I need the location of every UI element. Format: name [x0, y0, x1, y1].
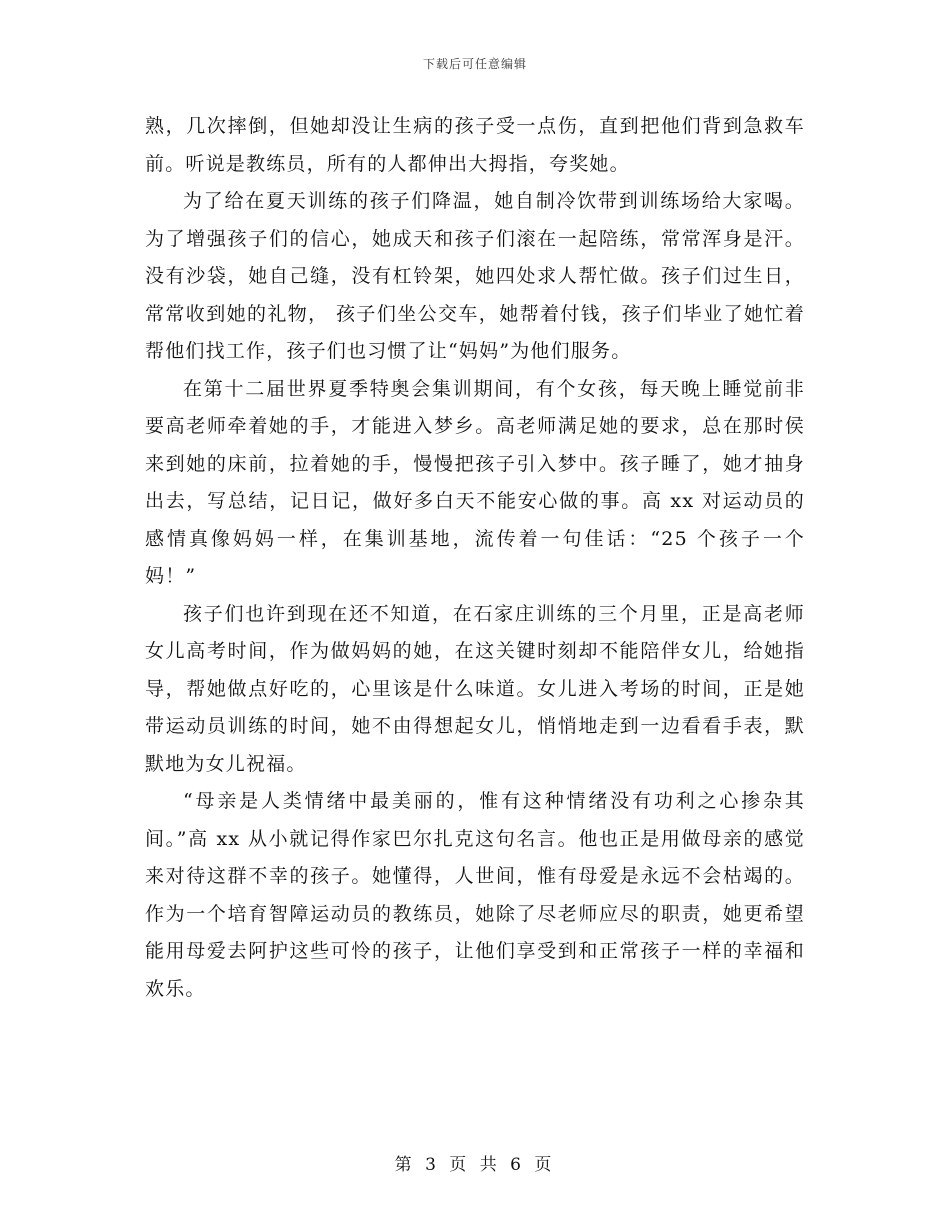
paragraph-1: 熟，几次摔倒，但她却没让生病的孩子受一点伤，直到把他们背到急救车前。听说是教练员，所有的人都伸出大拇指，夸奖她。 [145, 115, 805, 175]
paragraph-2: 为了给在夏天训练的孩子们降温，她自制冷饮带到训练场给大家喝。为了增强孩子们的信心，她成天和孩子们滚在一起陪练，常常浑身是汗。没有沙袋，她自己缝，没有杠铃架，她四处求人帮忙做。孩子们过生日，常常收到她的礼物， 孩子们坐公交车，她帮着付钱，孩子们毕业了她忙着帮他们找工作，孩子们也习惯了让“妈妈”为他们服务。 [145, 190, 805, 362]
document-body [145, 108, 805, 1008]
page-number-footer: 第 3 页 共 6 页 [394, 1155, 556, 1175]
paragraph-5: “母亲是人类情绪中最美丽的，惟有这种情绪没有功利之心掺杂其间。”高 xx 从小就记得作家巴尔扎克这句名言。他也正是用做母亲的感觉来对待这群不幸的孩子。她懂得，人世间，惟有母爱是永远不会枯竭的。作为一个培育智障运动员的教练员，她除了尽老师应尽的职责，她更希望能用母爱去阿护这些可怜的孩子，让他们享受到和正常孩子一样的幸福和欢乐。 [145, 790, 805, 1000]
paragraph-3: 在第十二届世界夏季特奥会集训期间，有个女孩，每天晚上睡觉前非要高老师牵着她的手，才能进入梦乡。高老师满足她的要求，总在那时侯来到她的床前，拉着她的手，慢慢把孩子引入梦中。孩子睡了，她才抽身出去，写总结，记日记，做好多白天不能安心做的事。高 xx 对运动员的感情真像妈妈一样，在集训基地，流传着一句佳话：“25 个孩子一个妈！” [145, 377, 805, 587]
paragraph-4: 孩子们也许到现在还不知道，在石家庄训练的三个月里，正是高老师女儿高考时间，作为做妈妈的她，在这关键时刻却不能陪伴女儿，给她指导，帮她做点好吃的，心里该是什么味道。女儿进入考场的时间，正是她带运动员训练的时间，她不由得想起女儿，悄悄地走到一边看看手表，默默地为女儿祝福。 [145, 602, 805, 775]
header-note: 下载后可任意编辑 [422, 57, 527, 71]
